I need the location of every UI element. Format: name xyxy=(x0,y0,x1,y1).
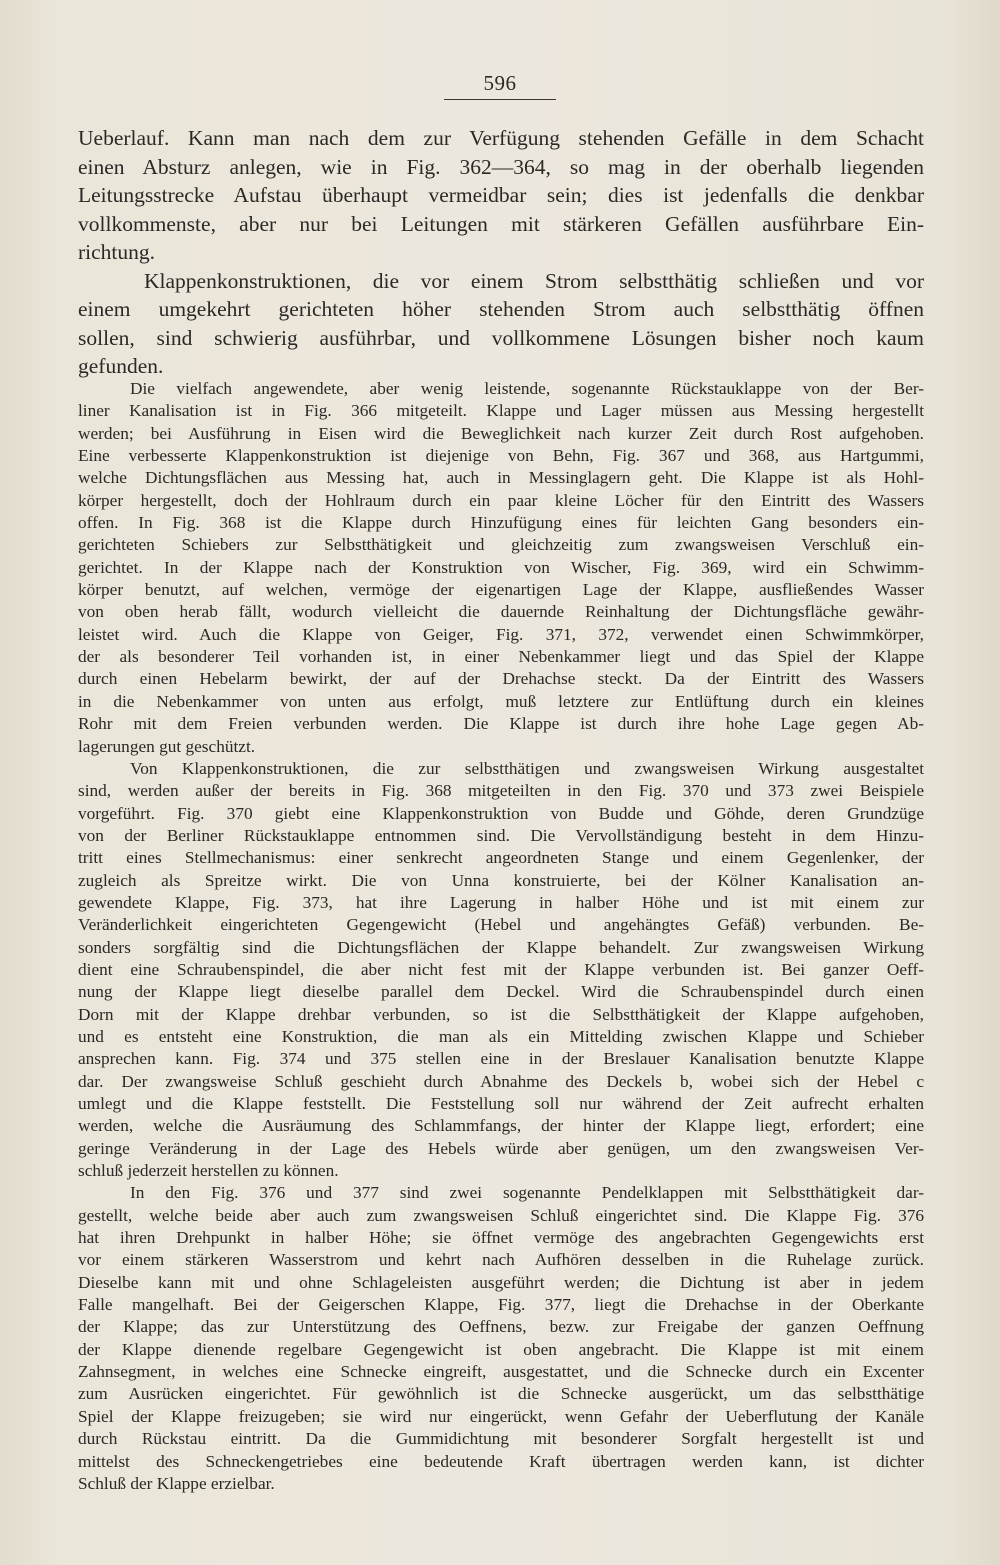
text-line: sollen, sind schwierig ausführbar, und vollkommene Lösungen bisher noch kaum xyxy=(78,325,924,350)
text-line: der Klappe; das zur Unterstützung des Oeffnens, bezw. zur Freigabe der ganzen Oeffnung xyxy=(78,1317,924,1337)
text-line: dar. Der zwangsweise Schluß geschieht durch Abnahme des Deckels b, wobei sich der Hebel c xyxy=(78,1071,924,1091)
text-line: dient eine Schraubenspindel, die aber nicht fest mit der Klappe verbunden ist. Bei ganzer Oeff- xyxy=(78,959,924,979)
text-line: gefunden. xyxy=(78,354,164,378)
text-line: leistet wird. Auch die Klappe von Geiger, Fig. 371, 372, verwendet einen Schwimmkörper, xyxy=(78,624,924,644)
text-line: in die Nebenkammer von unten aus erfolgt, muß letztere zur Entlüftung durch ein kleines xyxy=(78,691,924,711)
text-line: vor einem stärkeren Wasserstrom und kehrt nach Aufhören desselben in die Ruhelage zurück. xyxy=(78,1250,924,1270)
page-number: 596 xyxy=(483,71,517,95)
text-line: vorgeführt. Fig. 370 giebt eine Klappenkonstruktion von Budde und Göhde, deren Grundzüge xyxy=(78,803,924,823)
text-line: zugleich als Spreitze wirkt. Die von Unna konstruierte, bei der Kölner Kanalisation an- xyxy=(78,870,924,890)
text-line: körper benutzt, auf welchen, vermöge der eigenartigen Lage der Klappe, ausfließendes Wasser xyxy=(78,580,924,600)
text-line: werden; bei Ausführung in Eisen wird die Beweglichkeit nach kurzer Zeit durch Rost aufgehoben. xyxy=(78,423,924,443)
text-line: sind, werden außer der bereits in Fig. 368 mitgeteilten in den Fig. 370 und 373 zwei Beispiele xyxy=(78,781,924,801)
text-line: mittelst des Schneckengetriebes eine bedeutende Kraft übertragen werden kann, ist dichter xyxy=(78,1451,924,1471)
text-line: Veränderlichkeit eingerichteten Gegengewicht (Hebel und angehängtes Gefäß) verbunden. Be- xyxy=(78,915,924,935)
text-line: tritt eines Stellmechanismus: einer senkrecht angeordneten Stange und einem Gegenlenker, der xyxy=(78,848,924,868)
text-line: werden, welche die Ausräumung des Schlammfangs, der hinter der Klappe liegt, erfordert; eine xyxy=(78,1116,924,1136)
text-line: offen. In Fig. 368 ist die Klappe durch Hinzufügung eines für leichten Gang besonders ein- xyxy=(78,513,924,533)
text-line: Zahnsegment, in welches eine Schnecke eingreift, ausgestattet, und die Schnecke durch ein Excenter xyxy=(78,1362,924,1382)
text-line: richtung. xyxy=(78,240,156,264)
text-line: vollkommenste, aber nur bei Leitungen mit stärkeren Gefällen ausführbare Ein- xyxy=(78,211,924,236)
text-line: nung der Klappe liegt dieselbe parallel dem Deckel. Wird die Schraubenspindel durch einen xyxy=(78,982,924,1002)
text-line: sonders sorgfältig sind die Dichtungsflächen der Klappe behandelt. Zur zwangsweisen Wirkung xyxy=(78,937,924,957)
text-line: durch einen Hebelarm bewirkt, der auf der Drehachse steckt. Da der Eintritt des Wassers xyxy=(78,669,924,689)
text-line: umlegt und die Klappe feststellt. Die Feststellung soll nur während der Zeit aufrecht erhalten xyxy=(78,1094,924,1113)
text-line: einem umgekehrt gerichteten höher stehenden Strom auch selbstthätig öffnen xyxy=(78,297,924,321)
text-line: von der Berliner Rückstauklappe entnommen sind. Die Vervollständigung besteht in dem Hinzu- xyxy=(78,825,924,845)
text-line: Schluß der Klappe erzielbar. xyxy=(78,1473,275,1493)
text-line: zum Ausrücken eingerichtet. Für gewöhnlich ist die Schnecke ausgerückt, um das selbstthätige xyxy=(78,1384,924,1404)
text-line: Falle mangelhaft. Bei der Geigerschen Klappe, Fig. 377, liegt die Drehachse in der Oberkante xyxy=(78,1295,924,1315)
text-line: der als besonderer Teil vorhanden ist, in einer Nebenkammer liegt und das Spiel der Klappe xyxy=(78,647,924,667)
text-line: hat ihren Drehpunkt in halber Höhe; sie öffnet vermöge des angebrachten Gegengewichts erst xyxy=(78,1228,924,1248)
text-line: Die vielfach angewendete, aber wenig leistende, sogenannte Rückstauklappe von der Ber- xyxy=(130,379,924,398)
text-line: ansprechen kann. Fig. 374 und 375 stellen eine in der Breslauer Kanalisation benutzte Klappe xyxy=(78,1049,924,1069)
text-line: gewendete Klappe, Fig. 373, hat ihre Lagerung in halber Höhe und ist mit einem zur xyxy=(78,892,924,912)
text-line: Rohr mit dem Freien verbunden werden. Die Klappe ist durch ihre hohe Lage gegen Ab- xyxy=(78,714,924,734)
text-line: Ueberlauf. Kann man nach dem zur Verfügung stehenden Gefälle in dem Schacht xyxy=(78,126,924,150)
text-line: gerichteten Schiebers zur Selbstthätigkeit und gleichzeitig zum zwangsweisen Verschluß ein- xyxy=(78,535,924,555)
text-line: durch Rückstau eintritt. Da die Gummidichtung mit besonderer Sorgfalt hergestellt ist und xyxy=(78,1429,924,1449)
small-print-paragraphs xyxy=(78,378,924,1495)
text-line: einen Absturz anlegen, wie in Fig. 362—364, so mag in der oberhalb liegenden xyxy=(78,154,924,179)
text-line: Dieselbe kann mit und ohne Schlageleisten ausgeführt werden; die Dichtung ist aber in jedem xyxy=(78,1272,924,1292)
text-line: der Klappe dienende regelbare Gegengewicht ist oben angebracht. Die Klappe ist mit einem xyxy=(78,1339,924,1359)
text-line: liner Kanalisation ist in Fig. 366 mitgeteilt. Klappe und Lager müssen aus Messing hergestellt xyxy=(78,401,924,421)
text-line: körper hergestellt, doch der Hohlraum durch ein paar kleine Löcher für den Eintritt des Wassers xyxy=(78,490,924,510)
header-rule xyxy=(444,99,556,100)
text-line: Leitungsstrecke Aufstau überhaupt vermeidbar sein; dies ist jedenfalls die denkbar xyxy=(78,183,924,207)
text-line: gestellt, welche beide aber auch zum zwangsweisen Schluß eingerichtet sind. Die Klappe Fig. 376 xyxy=(78,1205,924,1225)
text-line: Dorn mit der Klappe drehbar verbunden, so ist die Selbstthätigkeit der Klappe aufgehoben, xyxy=(78,1004,924,1024)
text-line: Spiel der Klappe freizugeben; sie wird nur eingerückt, wenn Gefahr der Ueberflutung der Kanäle xyxy=(78,1406,924,1426)
text-line: Von Klappenkonstruktionen, die zur selbstthätigen und zwangsweisen Wirkung ausgestaltet xyxy=(130,758,924,778)
lead-paragraphs xyxy=(78,124,924,381)
text-line: und es entsteht eine Konstruktion, die man als ein Mittelding zwischen Klappe und Schieber xyxy=(78,1026,924,1046)
text-line: geringe Veränderung in der Lage des Hebels würde aber genügen, um den zwangsweisen Ver- xyxy=(78,1138,924,1158)
text-line: In den Fig. 376 und 377 sind zwei sogenannte Pendelklappen mit Selbstthätigkeit dar- xyxy=(130,1183,924,1203)
text-line: welche Dichtungsflächen aus Messing hat, auch in Messinglagern geht. Die Klappe ist als Hohl- xyxy=(78,468,924,488)
text-line: lagerungen gut geschützt. xyxy=(78,736,256,756)
text-line: von oben herab fällt, wodurch vielleicht die dauernde Reinhaltung der Dichtungsfläche gewähr- xyxy=(78,602,924,622)
text-line: gerichtet. In der Klappe nach der Konstruktion von Wischer, Fig. 369, wird ein Schwimm- xyxy=(78,557,924,577)
text-line: Eine verbesserte Klappenkonstruktion ist diejenige von Behn, Fig. 367 und 368, aus Hartgummi, xyxy=(78,446,924,466)
text-line: schluß jederzeit herstellen zu können. xyxy=(78,1161,339,1181)
text-line: Klappenkonstruktionen, die vor einem Strom selbstthätig schließen und vor xyxy=(144,268,924,293)
